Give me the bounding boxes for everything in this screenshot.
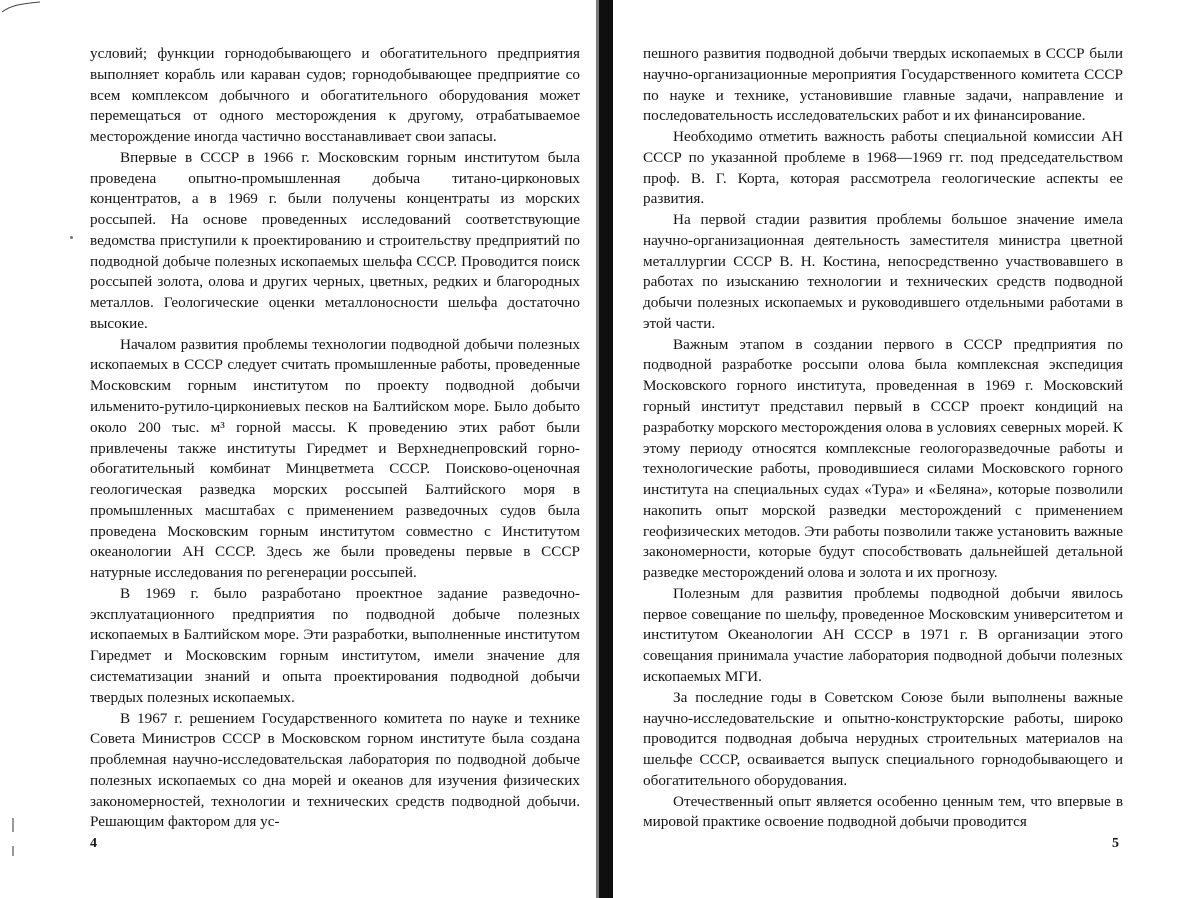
scan-speck [70, 236, 73, 239]
paragraph: На первой стадии развития проблемы большое значение имела научно-организационная деятельность заместителя министра цветной металлургии СССР В. Н. Костина, непосредственно участвовавшего в работах по изысканию технологии и технических средств подводной добычи полезных ископаемых и руководившего отдельными работами в этой части. [643, 211, 1123, 332]
corner-scribble [0, 0, 42, 14]
page-number: 4 [90, 836, 97, 851]
paragraph: За последние годы в Советском Союзе были выполнены важные научно-исследовательские и опытно-конструкторские работы, широко проводится подводная добыча нерудных строительных материалов на шельфе СССР, осваивается выпуск специального горнодобывающего и обогатительного оборудования. [643, 688, 1123, 789]
paragraph: В 1967 г. решением Государственного комитета по науке и технике Совета Министров СССР в Московском горном институте была создана проблемная научно-исследовательская лаборатория по подводной добыче полезных ископаемых со дна морей и океанов для изучения физических закономерностей, технологии и технических средств подводной добычи. Решающим фактором для ус- [90, 709, 580, 831]
left-page [90, 44, 580, 833]
paragraph: Необходимо отметить важность работы специальной комиссии АН СССР по указанной проблеме в 1968—1969 гг. под председательством проф. В. Г. Корта, которая рассмотрела геологические аспекты ее развития. [643, 128, 1123, 208]
book-gutter [599, 0, 613, 898]
margin-scan-mark [12, 818, 14, 832]
paragraph: условий; функции горнодобывающего и обогатительного предприятия выполняет корабль или караван судов; горнодобывающее предприятие со всем комплексом добычного и обогатительного оборудования может перемещаться от одного месторождения к другому, отрабатываемое месторождение иногда частично восстанавливает свои запасы. [90, 45, 580, 146]
paragraph: Впервые в СССР в 1966 г. Московским горным институтом была проведена опытно-промышленная добыча титано-цирконовых концентратов, а в 1969 г. были получены концентраты из морских россыпей. На основе проведенных исследований соответствующие ведомства приступили к проектированию и строительству предприятий по подводной добыче полезных ископаемых шельфа СССР. Проводится поиск россыпей золота, олова и других черных, цветных, редких и благородных металлов. Геологические оценки металлоносности шельфа достаточно высокие. [90, 148, 580, 332]
margin-scan-mark [12, 846, 14, 856]
paragraph: Началом развития проблемы технологии подводной добычи полезных ископаемых в СССР следует считать промышленные работы, проведенные Московским горным институтом по проекту подводной добычи ильменито-рутило-циркониевых песков на Балтийском море. Было добыто около 200 тыс. м³ горной массы. К проведению этих работ были привлечены также институты Гиредмет и Верхнеднепровский горно-обогатительный комбинат Минцветмета СССР. Поисково-оценочная геологическая разведка морских россыпей Балтийского моря в промышленных масштабах с применением разведочных судов была проведена Московским горным институтом совместно с Институтом океанологии АН СССР. Здесь же были проведены первые в СССР натурные исследования по регенерации россыпей. [90, 335, 580, 582]
paragraph: пешного развития подводной добычи твердых ископаемых в СССР были научно-организационные мероприятия Государственного комитета СССР по науке и технике, установившие главные задачи, направление и последовательность исследовательских работ и их финансирование. [643, 45, 1123, 125]
right-page [643, 44, 1123, 833]
paragraph: Важным этапом в создании первого в СССР предприятия по подводной разработке россыпи олова была комплексная экспедиция Московского горного института, проведенная в 1969 г. Московский горный институт представил первый в СССР проект кондиций на разработку морского месторождения олова в условиях северных морей. К этому периоду относятся комплексные геологоразведочные работы и технологические работы, проводившиеся силами Московского горного института на специальных судах «Тура» и «Беляна», которые позволили накопить опыт морской разведки месторождений с применением геофизических методов. Эти работы позволили также установить важные закономерности, которые будут способствовать дальнейшей детальной разведке месторождений олова и золота и их прогнозу. [643, 335, 1123, 582]
paragraph: Полезным для развития проблемы подводной добычи явилось первое совещание по шельфу, проведенное Московским университетом и институтом Океанологии АН СССР в 1971 г. В организации этого совещания принимала участие лаборатория подводной добычи полезных ископаемых МГИ. [643, 584, 1123, 685]
paragraph: В 1969 г. было разработано проектное задание разведочно-эксплуатационного предприятия по подводной добыче полезных ископаемых в Балтийском море. Эти разработки, выполненные институтом Гиредмет и Московским горным институтом, имели значение для систематизации знаний и опыта проектирования подводной добычи твердых полезных ископаемых. [90, 584, 580, 706]
paragraph: Отечественный опыт является особенно ценным тем, что впервые в мировой практике освоение подводной добычи проводится [643, 792, 1123, 831]
page-number: 5 [1112, 836, 1119, 851]
